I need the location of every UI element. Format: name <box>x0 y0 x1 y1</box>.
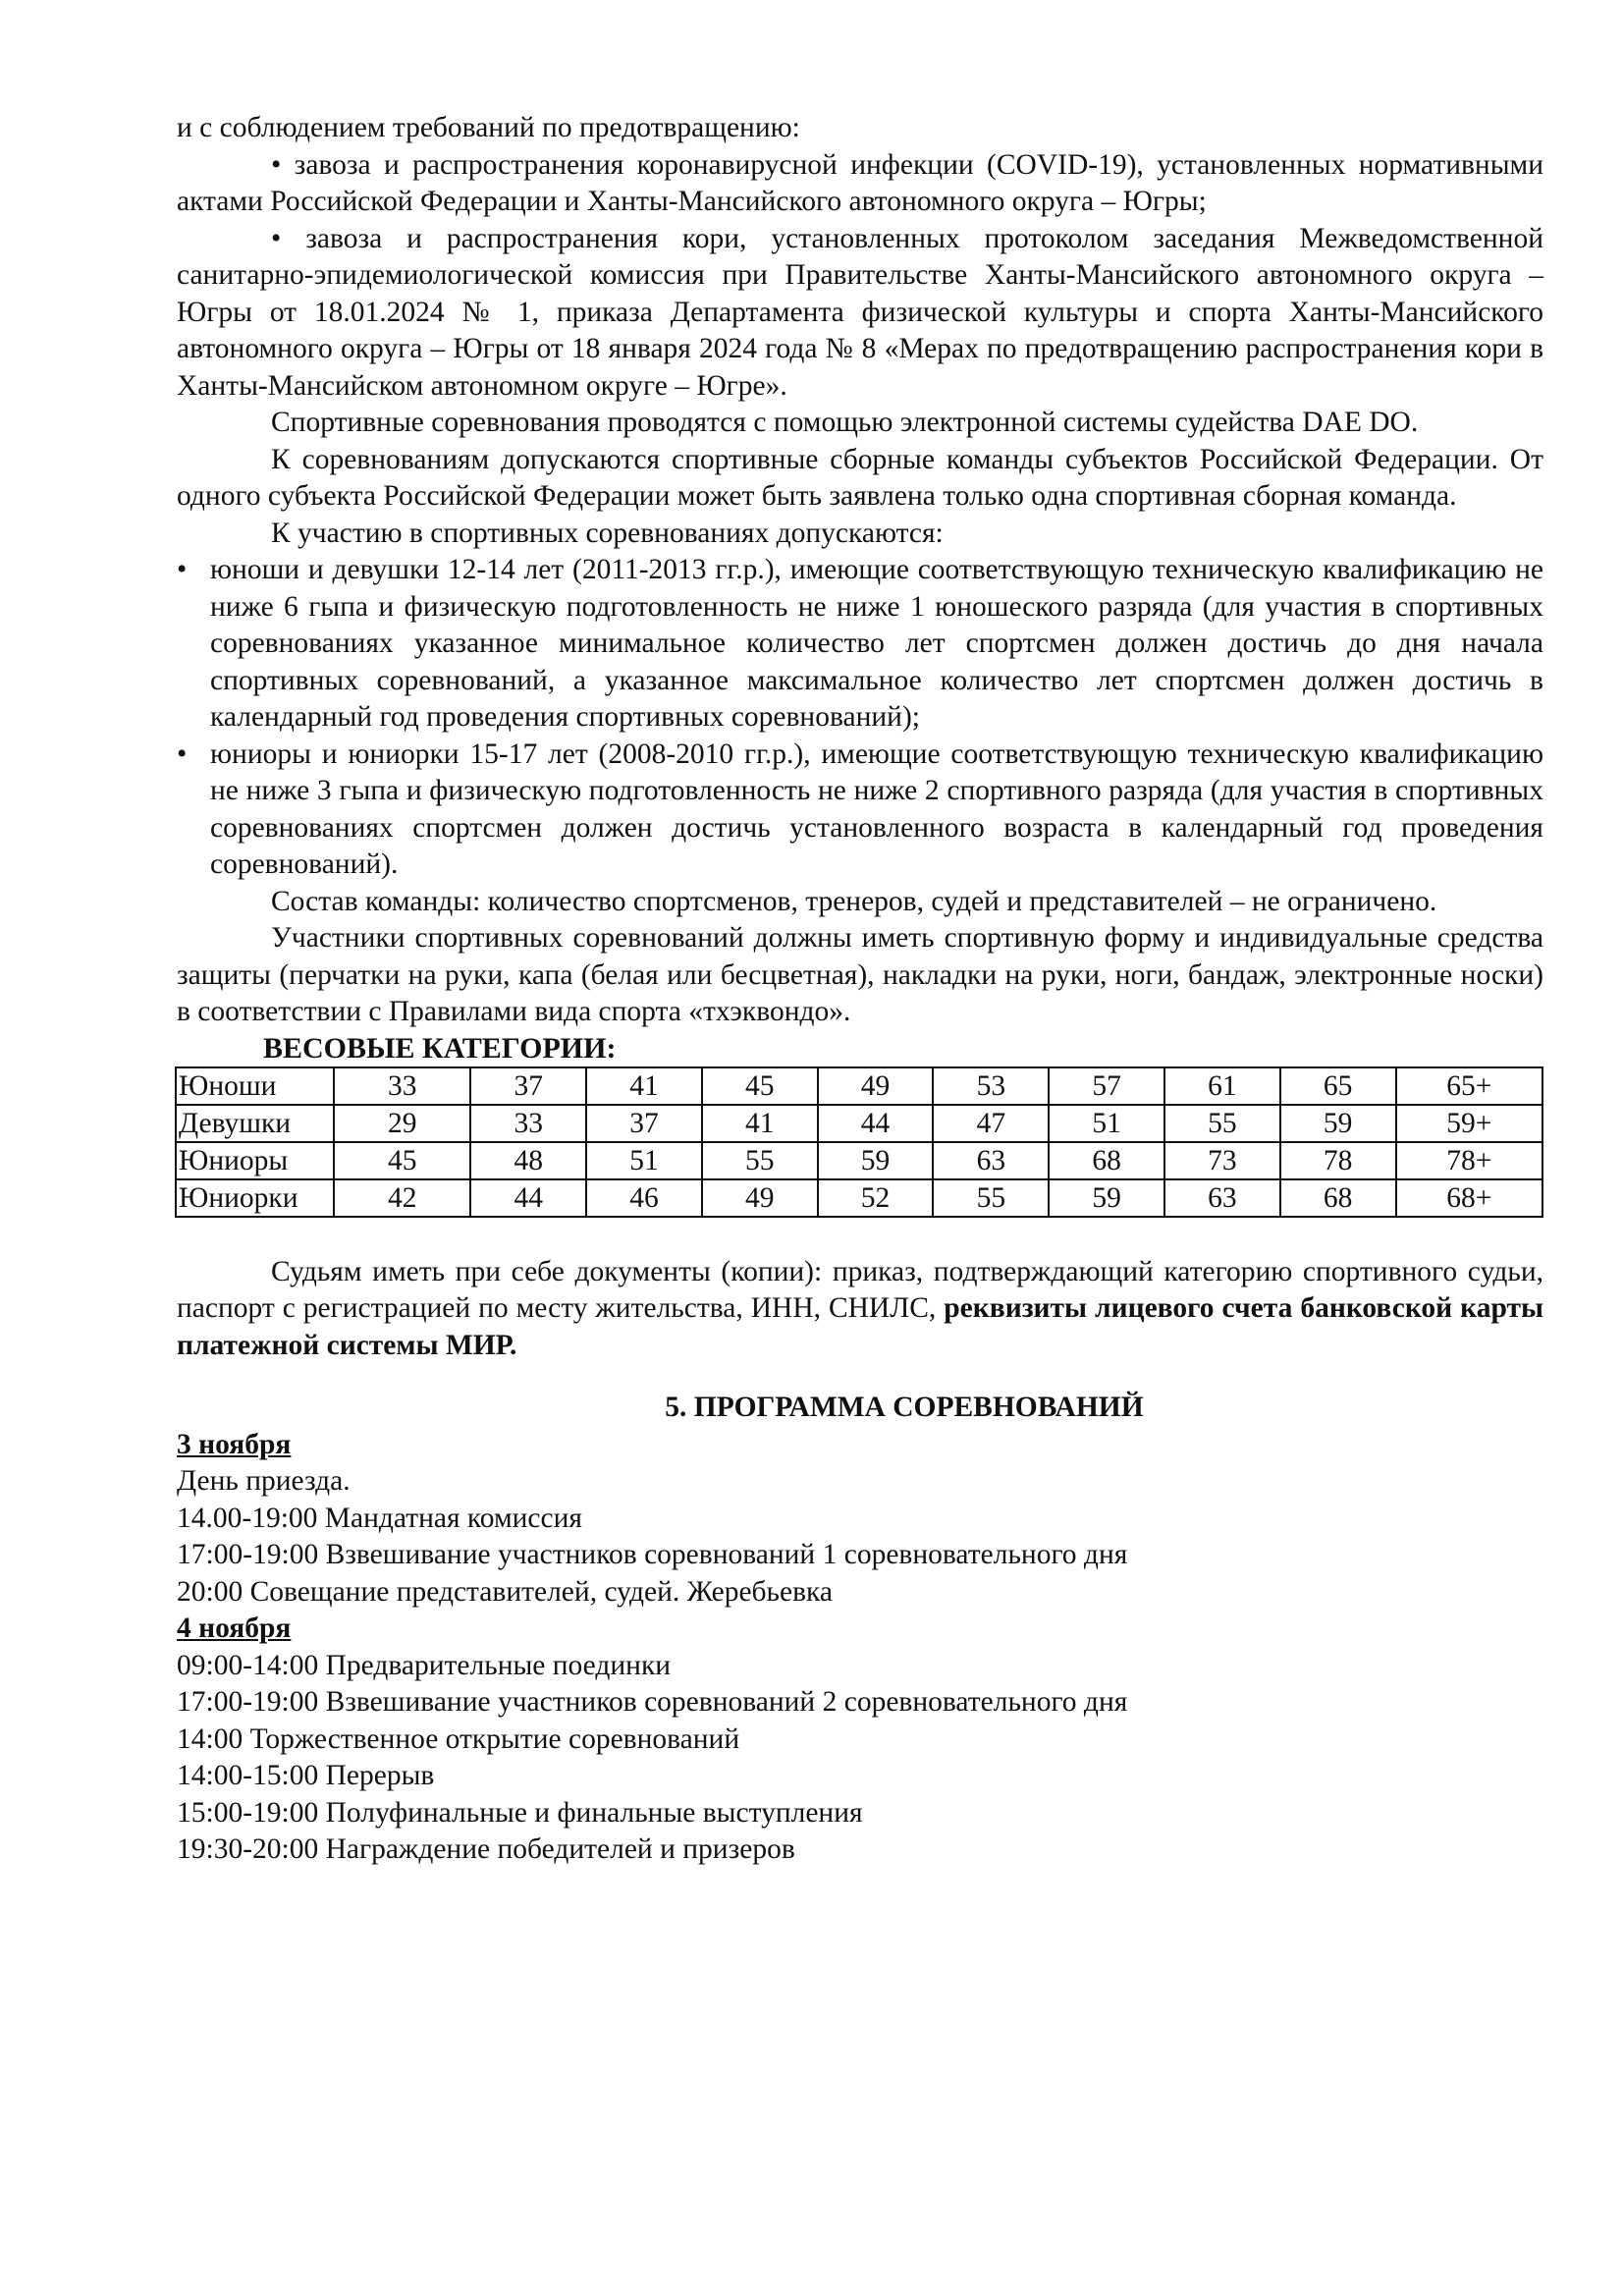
measles-clause: • завоза и распространения кори, установленных протоколом заседания Межведомственной санитарно-эпидемиологической комиссия при Правительстве Ханты-Мансийского автономного округа – Югры от 18.01.2024 № 1, приказа Департамента физической культуры и спорта Ханты-Мансийского автономного округа – Югры от 18 января 2024 года № 8 «Мерах по предотвращению распространения кори в Ханты-Мансийском автономном округе – Югре». <box>177 222 1543 402</box>
program-item: 15:00-19:00 Полуфинальные и финальные выступления <box>177 1796 863 1829</box>
weight-cell: 52 <box>818 1179 934 1217</box>
weight-cell: 47 <box>933 1105 1049 1142</box>
weight-cell: 59 <box>1049 1179 1164 1217</box>
program-item: 19:30-20:00 Награждение победителей и призеров <box>177 1833 795 1865</box>
program-item: 09:00-14:00 Предварительные поединки <box>177 1649 672 1681</box>
weight-cell: 68+ <box>1396 1179 1542 1217</box>
admission-item-juniors-older <box>177 737 1543 884</box>
weight-cell: 57 <box>1049 1067 1164 1105</box>
weight-cell: 37 <box>586 1105 702 1142</box>
weight-cell: 63 <box>933 1142 1049 1179</box>
weight-row <box>176 1142 1542 1179</box>
intro-line: и с соблюдением требований по предотвращению: <box>177 112 800 143</box>
program-item: 17:00-19:00 Взвешивание участников соревнований 2 соревновательного дня <box>177 1686 1128 1718</box>
weight-cell: 68 <box>1049 1142 1164 1179</box>
admission-item-text: юниоры и юниорки 15-17 лет (2008-2010 гг.р.), имеющие соответствующую техническую квалификацию не ниже 3 гыпа и физическую подготовленность не ниже 2 спортивного разряда (для участия в спортивных соревнованиях спортсмен должен достичь установленного возраста в календарный год проведения соревнований). <box>210 738 1543 880</box>
composition-paragraph: Состав команды: количество спортсменов, тренеров, судей и представителей – не ограничено. <box>271 885 1437 917</box>
weight-cell: 78+ <box>1396 1142 1542 1179</box>
weight-cell: 51 <box>1049 1105 1164 1142</box>
weight-cell: 44 <box>818 1105 934 1142</box>
weight-cell: 59 <box>818 1142 934 1179</box>
weight-categories-title: ВЕСОВЫЕ КАТЕГОРИИ: <box>263 1031 617 1065</box>
program-item: День приезда. <box>177 1465 351 1497</box>
weight-cell: 55 <box>702 1142 818 1179</box>
weight-cell: 29 <box>334 1105 470 1142</box>
equipment-paragraph: Участники спортивных соревнований должны иметь спортивную форму и индивидуальные средства защиты (перчатки на руки, капа (белая или бесцветная), накладки на руки, ноги, бандаж, электронные носки) в соответствии с Правилами вида спорта «тхэквондо». <box>177 922 1543 1027</box>
program-item: 14:00-15:00 Перерыв <box>177 1760 435 1791</box>
weight-cell: 48 <box>470 1142 586 1179</box>
weight-row-label: Юноши <box>176 1067 334 1105</box>
program-day-date: 4 ноября <box>177 1613 292 1644</box>
weight-cell: 55 <box>1164 1105 1280 1142</box>
program-item: 14.00-19:00 Мандатная комиссия <box>177 1502 582 1534</box>
referees-bold-text: реквизиты лицевого счета банковской карты платежной системы МИР. <box>177 1292 1543 1361</box>
weight-cell: 49 <box>818 1067 934 1105</box>
weight-cell: 45 <box>702 1067 818 1105</box>
weight-cell: 51 <box>586 1142 702 1179</box>
referees-paragraph <box>177 1254 1543 1365</box>
program-day-2 <box>177 1611 1543 1869</box>
weight-cell: 33 <box>470 1105 586 1142</box>
weight-cell: 33 <box>334 1067 470 1105</box>
bullet-icon: • <box>177 554 188 585</box>
weight-cell: 44 <box>470 1179 586 1217</box>
program-day-date: 3 ноября <box>177 1428 292 1460</box>
weight-cell: 49 <box>702 1179 818 1217</box>
judging-paragraph: Спортивные соревнования проводятся с помощью электронной системы судейства DAE DO. <box>271 407 1419 438</box>
weight-cell: 65 <box>1280 1067 1396 1105</box>
weight-row-label: Юниоры <box>176 1142 334 1179</box>
weight-cell: 42 <box>334 1179 470 1217</box>
weight-cell: 61 <box>1164 1067 1280 1105</box>
bullet-icon: • <box>177 738 188 770</box>
weight-cell: 65+ <box>1396 1067 1542 1105</box>
weight-cell: 41 <box>586 1067 702 1105</box>
weight-cell: 63 <box>1164 1179 1280 1217</box>
program-item: 17:00-19:00 Взвешивание участников соревнований 1 соревновательного дня <box>177 1539 1128 1570</box>
weight-cell: 55 <box>933 1179 1049 1217</box>
weight-cell: 53 <box>933 1067 1049 1105</box>
document-page <box>177 110 1543 1869</box>
covid-clause: • завоза и распространения коронавирусной инфекции (COVID-19), установленных нормативными актами Российской Федерации и Ханты-Мансийского автономного округа – Югры; <box>177 148 1543 217</box>
weight-row <box>176 1067 1542 1105</box>
weight-row <box>176 1105 1542 1142</box>
program-item: 14:00 Торжественное открытие соревнований <box>177 1722 740 1755</box>
weight-cell: 45 <box>334 1142 470 1179</box>
admission-heading: К участию в спортивных соревнованиях допускаются: <box>271 517 944 549</box>
weight-cell: 41 <box>702 1105 818 1142</box>
weight-cell: 73 <box>1164 1142 1280 1179</box>
program-day-1 <box>177 1427 1543 1612</box>
admission-item-text: юноши и девушки 12-14 лет (2011-2013 гг.р.), имеющие соответствующую техническую квалификацию не ниже 6 гыпа и физическую подготовленность не ниже 1 юношеского разряда (для участия в спортивных соревнованиях указанное минимальное количество лет спортсмен должен достичь до дня начала спортивных соревнований, а указанное максимальное количество лет спортсмен должен достичь в календарный год проведения спортивных соревнований); <box>210 554 1543 733</box>
program-title: 5. ПРОГРАММА СОРЕВНОВАНИЙ <box>665 1392 1144 1423</box>
admission-item-juniors-younger <box>177 552 1543 737</box>
weight-cell: 68 <box>1280 1179 1396 1217</box>
weight-cell: 78 <box>1280 1142 1396 1179</box>
weight-cell: 37 <box>470 1067 586 1105</box>
weight-row-label: Девушки <box>176 1105 334 1142</box>
weight-cell: 59+ <box>1396 1105 1542 1142</box>
referees-text: Судьям иметь при себе документы (копии): приказ, подтверждающий категорию спортивного судьи, паспорт с регистрацией по месту жительства, ИНН, СНИЛС, <box>177 1255 1543 1324</box>
program-item: 20:00 Совещание представителей, судей. Жеребьевка <box>177 1575 834 1608</box>
weight-row-label: Юниорки <box>176 1179 334 1217</box>
weight-row <box>176 1179 1542 1217</box>
teams-paragraph: К соревнованиям допускаются спортивные сборные команды субъектов Российской Федерации. От одного субъекта Российской Федерации может быть заявлена только одна спортивная сборная команда. <box>177 443 1543 512</box>
weight-cell: 59 <box>1280 1105 1396 1142</box>
weight-categories-table <box>175 1066 1543 1218</box>
weight-cell: 46 <box>586 1179 702 1217</box>
